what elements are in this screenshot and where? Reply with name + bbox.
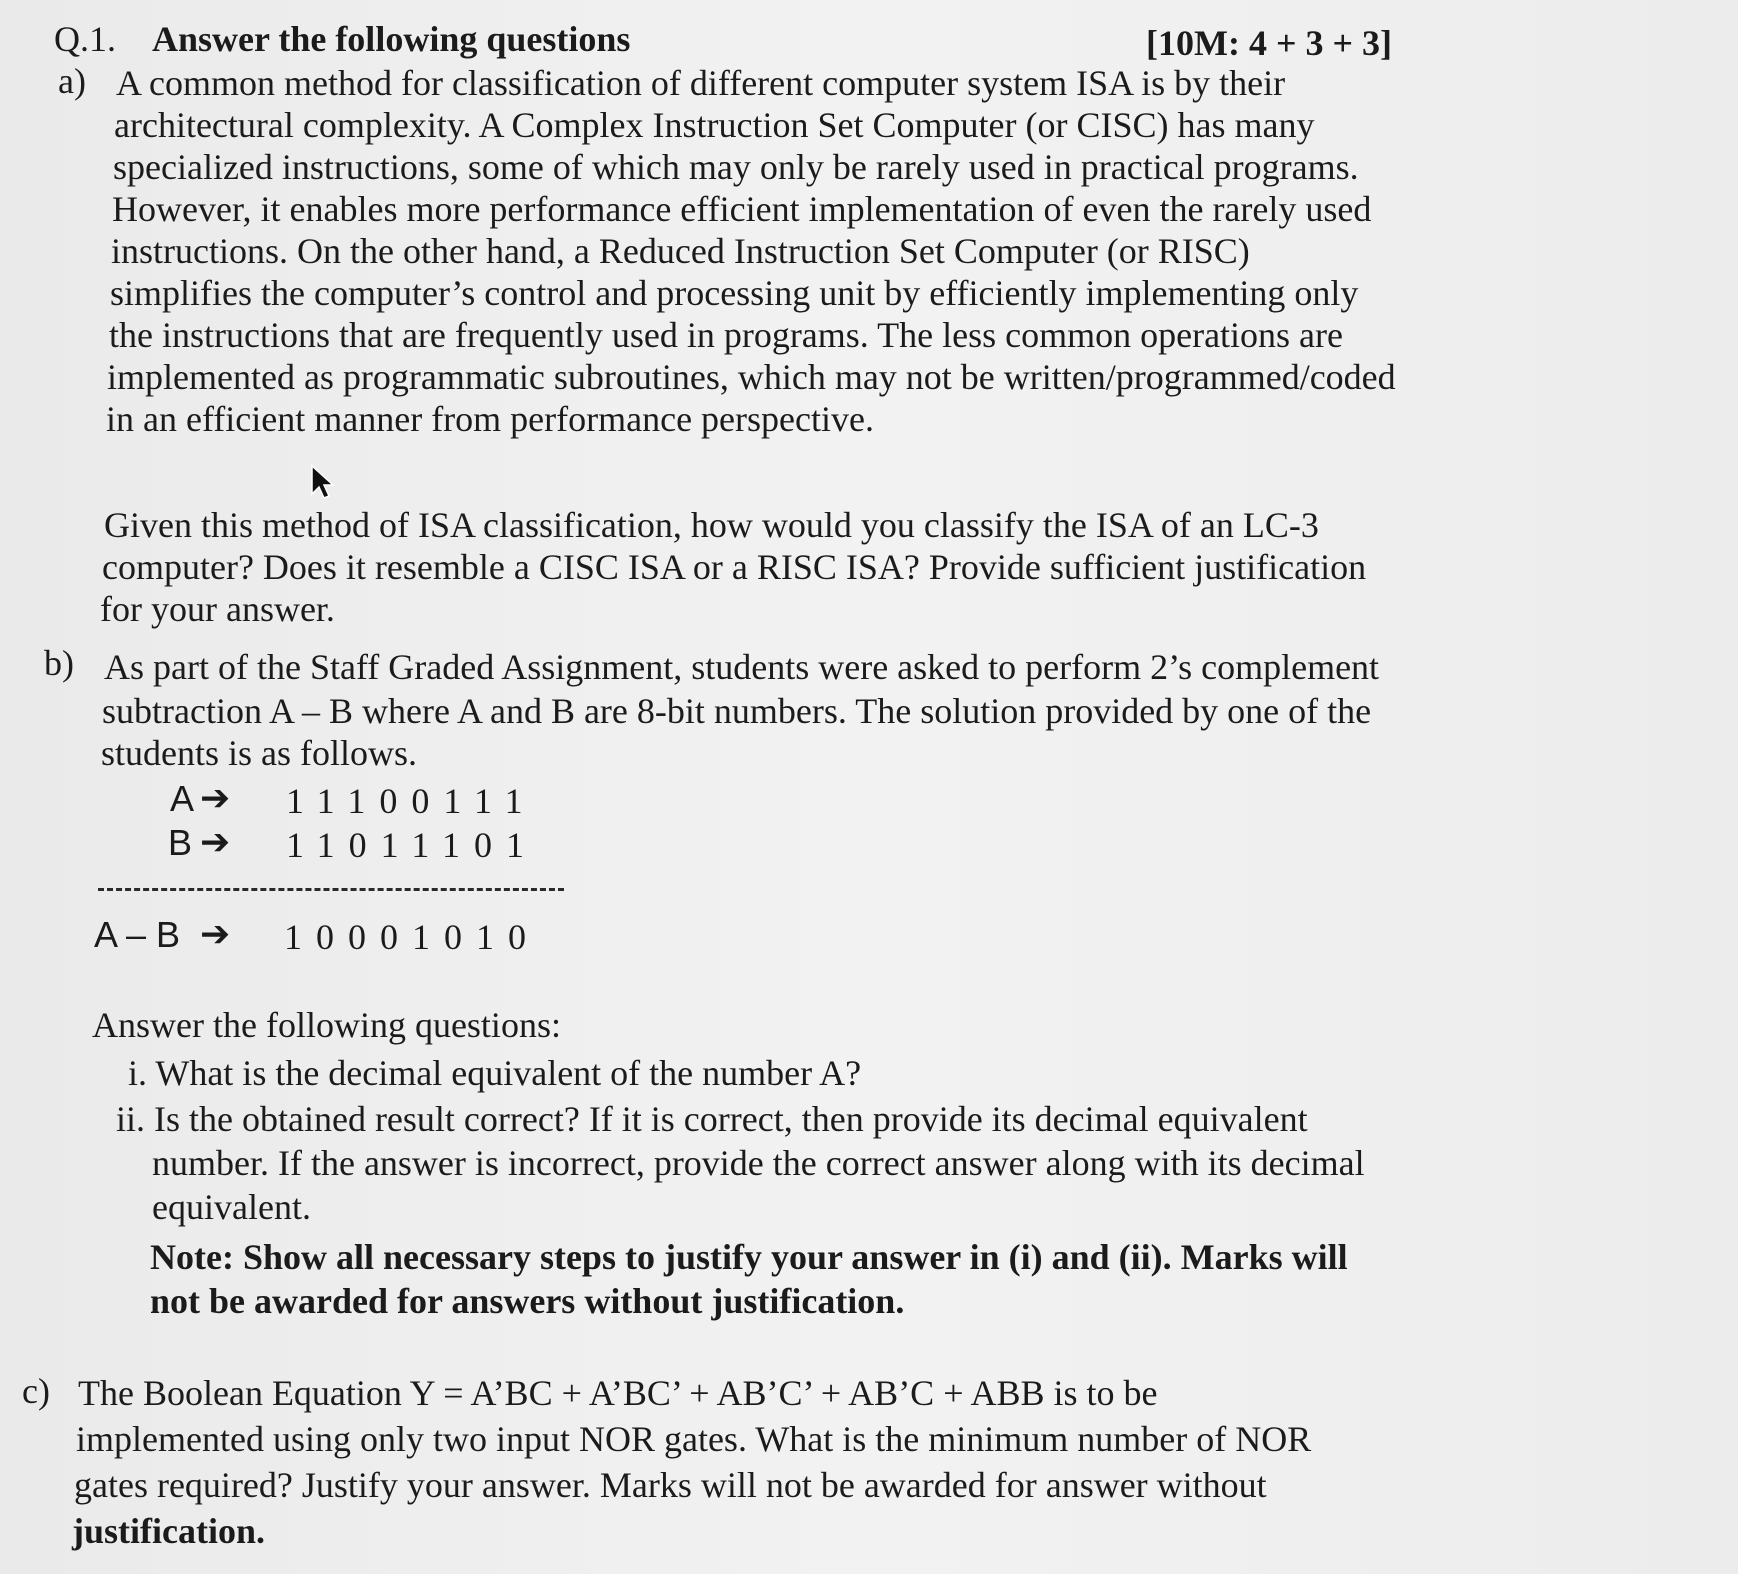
part-a-label: a) [58,61,86,101]
question-title: Answer the following questions [152,19,631,59]
part-a-line: the instructions that are frequently used in programs. The less common operations are [109,315,1344,355]
part-b-line: subtraction A – B where A and B are 8-bit numbers. The solution provided by one of the [102,691,1372,731]
part-a-line: implemented as programmatic subroutines, which may not be written/programmed/coded [107,357,1396,397]
part-b-line: students is as follows. [101,733,418,773]
question-number: Q.1. [54,19,116,59]
part-c-line: implemented using only two input NOR gates. What is the minimum number of NOR [76,1419,1312,1459]
part-a-line: A common method for classification of different computer system ISA is by their [116,63,1286,103]
part-a-line: in an efficient manner from performance perspective. [106,399,874,439]
result-label: A – B [94,914,181,955]
part-b-line: As part of the Staff Graded Assignment, students were asked to perform 2’s complement [104,647,1380,687]
part-c-line: The Boolean Equation Y = A’BC + A’BC’ + AB’C’ + AB’C + ABB is to be [78,1373,1158,1413]
part-c-line: justification. [72,1511,265,1551]
sub-question-ii-line: ii. Is the obtained result correct? If it is correct, then provide its decimal equivalent [116,1099,1308,1139]
result-value: 10001010 [284,917,540,957]
part-c-label: c) [22,1371,50,1411]
note-line: not be awarded for answers without justification. [150,1281,905,1321]
operand-b-value: 11011101 [286,825,538,865]
part-a-line: architectural complexity. A Complex Instruction Set Computer (or CISC) has many [114,105,1315,145]
note-line: Note: Show all necessary steps to justify your answer in (i) and (ii). Marks will [150,1237,1348,1277]
part-a-line: However, it enables more performance efficient implementation of even the rarely used [112,189,1372,229]
operand-a-value: 11100111 [286,781,537,821]
part-a-question-line: for your answer. [100,589,335,629]
divider-line [98,888,564,891]
sub-question-i: i. What is the decimal equivalent of the number A? [128,1053,862,1093]
mouse-cursor-icon [300,460,340,500]
answer-heading: Answer the following questions: [92,1005,561,1045]
sub-question-ii-line: number. If the answer is incorrect, provide the correct answer along with its decimal [152,1143,1365,1183]
arrow-right-icon: ➔ [200,778,231,819]
part-c-line: gates required? Justify your answer. Marks will not be awarded for answer without [74,1465,1267,1505]
part-b-label: b) [44,643,74,683]
operand-a-label: A [170,778,195,819]
part-a-question-line: Given this method of ISA classification, how would you classify the ISA of an LC-3 [104,505,1319,545]
part-a-question-line: computer? Does it resemble a CISC ISA or a RISC ISA? Provide sufficient justification [102,547,1367,587]
part-a-line: simplifies the computer’s control and processing unit by efficiently implementing only [110,273,1359,313]
marks-label: [10M: 4 + 3 + 3] [1146,23,1392,63]
part-a-line: instructions. On the other hand, a Reduced Instruction Set Computer (or RISC) [111,231,1250,271]
operand-b-label: B [168,822,193,863]
sub-question-ii-line: equivalent. [152,1187,311,1227]
arrow-right-icon: ➔ [200,822,231,863]
arrow-right-icon: ➔ [200,914,231,955]
part-a-line: specialized instructions, some of which may only be rarely used in practical programs. [113,147,1359,187]
